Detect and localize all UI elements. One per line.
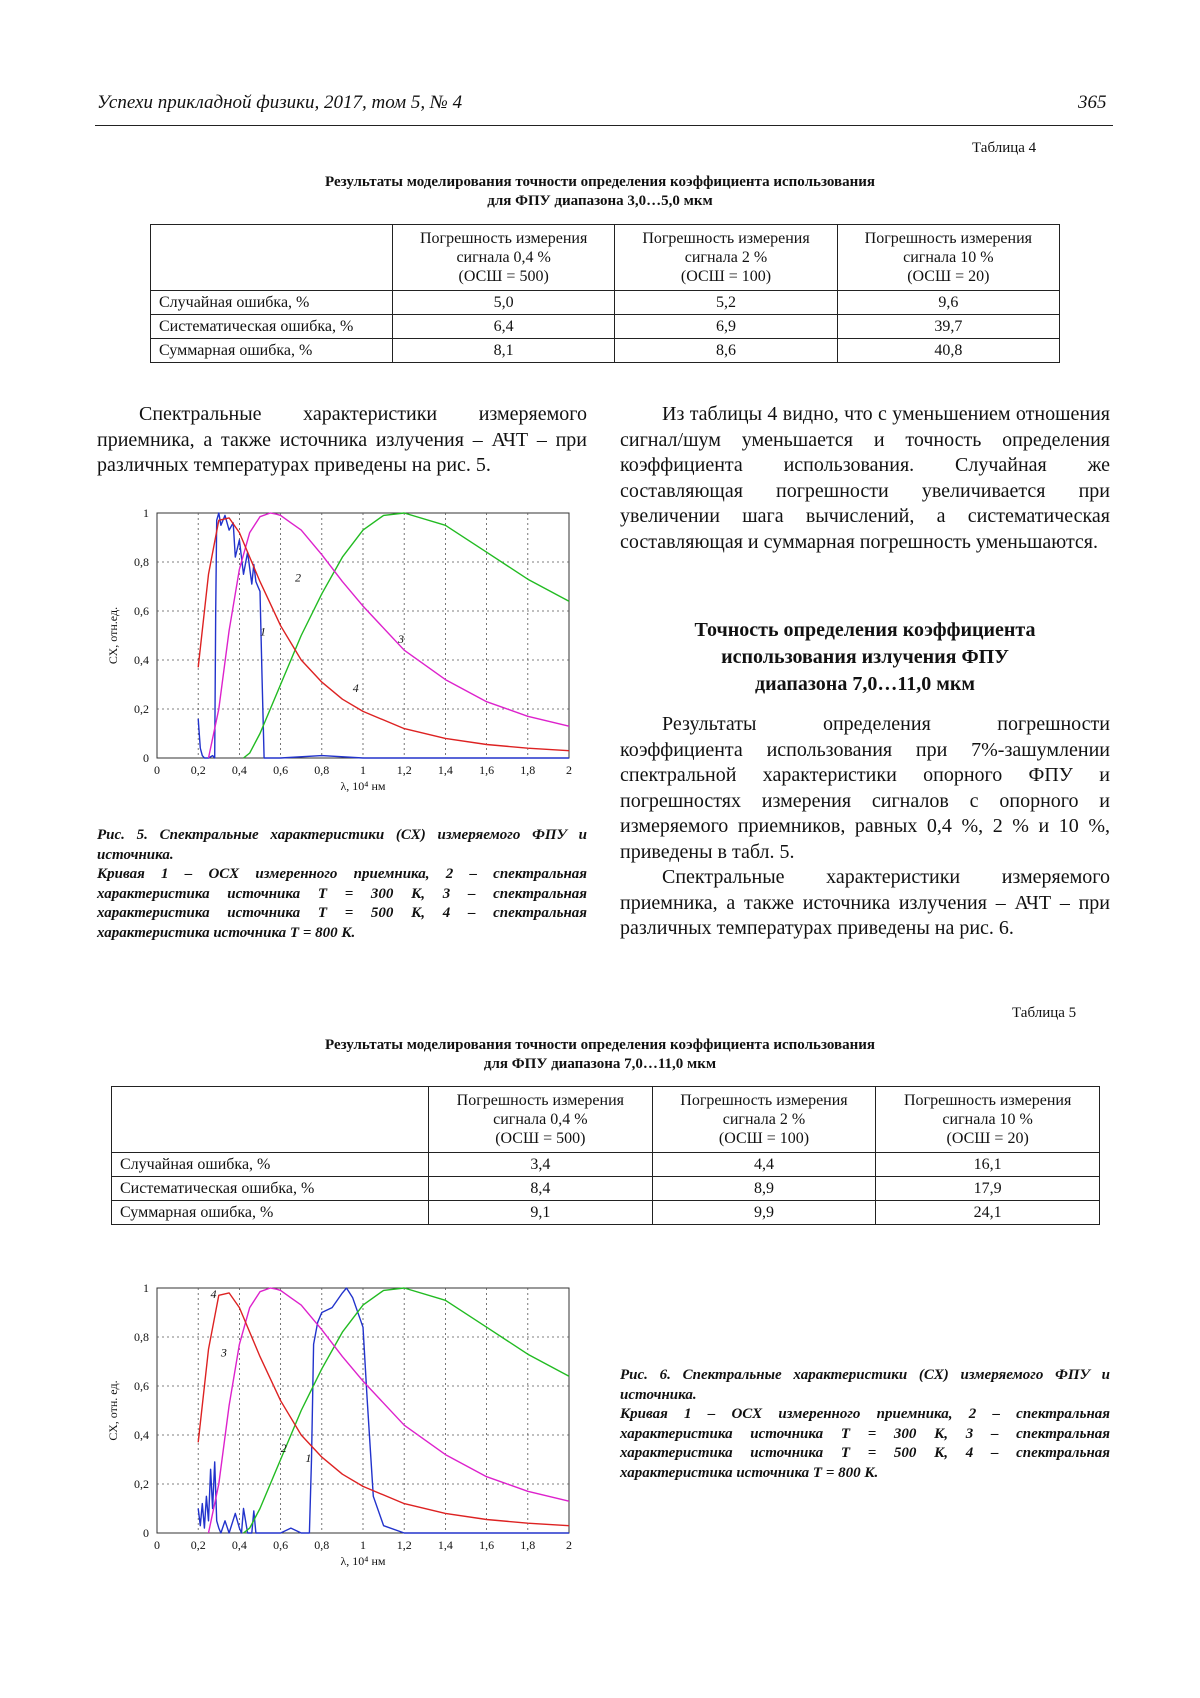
y-axis-label: СХ, отн.ед.: [106, 606, 120, 665]
y-tick-label: 1: [143, 506, 149, 520]
header-rule: [95, 125, 1113, 126]
table5-label: Таблица 5: [1012, 1005, 1077, 1021]
x-axis-label: λ, 10⁴ нм: [340, 779, 386, 793]
fig5-caption: [97, 826, 587, 943]
table-row: [151, 291, 1060, 315]
row-label: Случайная ошибка, %: [151, 291, 393, 315]
table4-col-header: Погрешность измерения сигнала 2 % (ОСШ = 100): [615, 225, 837, 291]
journal-header: Успехи прикладной физики, 2017, том 5, № 4: [97, 92, 463, 113]
table-cell: 17,9: [876, 1177, 1100, 1201]
table5-col-header: Погрешность измерения сигнала 0,4 % (ОСШ = 500): [429, 1087, 653, 1153]
page-number: 365: [1078, 92, 1107, 113]
table-cell: 8,6: [615, 339, 837, 363]
section-heading: [620, 617, 1110, 698]
table-row: [151, 315, 1060, 339]
fig6-caption-title: Рис. 6. Спектральные характеристики (СХ) измеряемого ФПУ и источника.: [620, 1367, 1110, 1403]
table4-title: [150, 173, 1050, 211]
y-tick-label: 0,8: [134, 555, 149, 569]
table4-header-row: [151, 225, 1060, 291]
fig5-caption-body: Кривая 1 – ОСХ измеренного приемника, 2 – спектральная характеристика источника Т = 300 К, 3 – спектральная характеристика источника Т = 500 К, 4 – спектральная характеристика источника Т = 800 К.: [97, 866, 587, 941]
x-tick-label: 0,6: [273, 763, 289, 777]
table5-col-header: Погрешность измерения сигнала 2 % (ОСШ = 100): [652, 1087, 876, 1153]
curve-label-2: 2: [280, 1441, 287, 1456]
curve-label-1: 1: [260, 624, 266, 639]
x-tick-label: 1,6: [479, 1538, 495, 1552]
y-tick-label: 1: [143, 1281, 149, 1295]
table-cell: 24,1: [876, 1201, 1100, 1225]
y-axis-label: СХ, отн. ед.: [106, 1380, 120, 1441]
table5-header-row: [112, 1087, 1100, 1153]
y-tick-label: 0,4: [134, 653, 149, 667]
curve-label-3: 3: [220, 1345, 227, 1360]
table-cell: 5,2: [615, 291, 837, 315]
table4-corner-cell: [151, 225, 393, 291]
table-cell: 9,9: [652, 1201, 876, 1225]
fig5-chart: [97, 505, 587, 805]
curve-label-4: 4: [210, 1286, 217, 1301]
x-tick-label: 1: [360, 763, 366, 777]
x-tick-label: 0,4: [231, 1538, 247, 1552]
table-cell: 5,0: [393, 291, 615, 315]
x-tick-label: 0,2: [190, 1538, 206, 1552]
x-tick-label: 0: [154, 763, 160, 777]
left-paragraph-text: Спектральные характеристики измеряемого приемника, а также источника излучения – АЧТ – при различных температурах приведены на рис. 5.: [97, 403, 587, 476]
table-row: [112, 1201, 1100, 1225]
table-cell: 8,4: [429, 1177, 653, 1201]
table-cell: 9,6: [837, 291, 1059, 315]
table-cell: 6,4: [393, 315, 615, 339]
table-row: [112, 1153, 1100, 1177]
x-tick-label: 1: [360, 1538, 366, 1552]
table-cell: 8,1: [393, 339, 615, 363]
x-tick-label: 1,4: [437, 763, 453, 777]
right-paragraph-1: [620, 402, 1110, 555]
row-label: Суммарная ошибка, %: [112, 1201, 429, 1225]
right-paragraph-2: [620, 712, 1110, 942]
table-cell: 6,9: [615, 315, 837, 339]
x-tick-label: 1,2: [396, 1538, 412, 1552]
table-cell: 3,4: [429, 1153, 653, 1177]
table-row: [151, 339, 1060, 363]
table-row: [112, 1177, 1100, 1201]
table-cell: 39,7: [837, 315, 1059, 339]
right-paragraph-3-text: Спектральные характеристики измеряемого приемника, а также источника излучения – АЧТ – при различных температурах приведены на рис. 6.: [620, 866, 1110, 939]
table4-col-header: Погрешность измерения сигнала 0,4 % (ОСШ = 500): [393, 225, 615, 291]
section-heading-line3: диапазона 7,0…11,0 мкм: [754, 673, 975, 695]
section-heading-line1: Точность определения коэффициента: [694, 619, 1036, 641]
row-label: Систематическая ошибка, %: [112, 1177, 429, 1201]
row-label: Суммарная ошибка, %: [151, 339, 393, 363]
curve-label-2: 2: [295, 570, 302, 585]
table5: [111, 1086, 1100, 1225]
curve-label-1: 1: [305, 1450, 312, 1465]
table4-label: Таблица 4: [972, 140, 1037, 156]
table-cell: 8,9: [652, 1177, 876, 1201]
x-tick-label: 2: [566, 763, 572, 777]
fig6-caption: [620, 1366, 1110, 1483]
y-tick-label: 0,2: [134, 702, 149, 716]
right-paragraph-2-text: Результаты определения погрешности коэффициента использования при 7%-зашумлении спектральной характеристики опорного ФПУ и погрешностях измерения сигналов с опорного и измеряемого приемников, равных 0,4 %, 2 % и 10 %, приведены в табл. 5.: [620, 713, 1110, 863]
table-cell: 40,8: [837, 339, 1059, 363]
table4-col-header: Погрешность измерения сигнала 10 % (ОСШ = 20): [837, 225, 1059, 291]
fig6-caption-body: Кривая 1 – ОСХ измеренного приемника, 2 – спектральная характеристика источника Т = 300 К, 3 – спектральная характеристика источника Т = 500 К, 4 – спектральная характеристика источника Т = 800 К.: [620, 1406, 1110, 1481]
y-tick-label: 0,6: [134, 1379, 149, 1393]
table-cell: 9,1: [429, 1201, 653, 1225]
x-tick-label: 1,2: [396, 763, 412, 777]
table-cell: 4,4: [652, 1153, 876, 1177]
table5-title-line2: для ФПУ диапазона 7,0…11,0 мкм: [483, 1056, 717, 1072]
y-tick-label: 0,6: [134, 604, 149, 618]
x-axis-label: λ, 10⁴ нм: [340, 1554, 386, 1568]
x-tick-label: 1,4: [437, 1538, 453, 1552]
x-tick-label: 0,8: [314, 763, 330, 777]
x-tick-label: 0: [154, 1538, 160, 1552]
y-tick-label: 0: [143, 751, 149, 765]
table4-title-line2: для ФПУ диапазона 3,0…5,0 мкм: [487, 193, 713, 209]
x-tick-label: 0,6: [273, 1538, 289, 1552]
y-tick-label: 0,8: [134, 1330, 149, 1344]
x-tick-label: 0,4: [231, 763, 247, 777]
x-tick-label: 2: [566, 1538, 572, 1552]
curve-label-4: 4: [352, 680, 359, 695]
fig6-chart: [97, 1280, 587, 1580]
table4: [150, 224, 1060, 363]
row-label: Случайная ошибка, %: [112, 1153, 429, 1177]
fig5-caption-title: Рис. 5. Спектральные характеристики (СХ) измеряемого ФПУ и источника.: [97, 827, 587, 863]
row-label: Систематическая ошибка, %: [151, 315, 393, 339]
x-tick-label: 1,6: [479, 763, 495, 777]
curve-label-3: 3: [398, 631, 405, 646]
table5-title: [150, 1036, 1050, 1074]
y-tick-label: 0,4: [134, 1428, 149, 1442]
table5-col-header: Погрешность измерения сигнала 10 % (ОСШ = 20): [876, 1087, 1100, 1153]
table4-title-line1: Результаты моделирования точности определения коэффициента использования: [324, 174, 876, 190]
left-paragraph: [97, 402, 587, 479]
y-tick-label: 0,2: [134, 1477, 149, 1491]
right-paragraph-1-text: Из таблицы 4 видно, что с уменьшением отношения сигнал/шум уменьшается и точность определения коэффициента использования. Случайная же составляющая погрешности увеличивается при увеличении шага вычислений, а систематическая составляющая и суммарная погрешность уменьшаются.: [620, 403, 1110, 553]
table5-corner-cell: [112, 1087, 429, 1153]
table-cell: 16,1: [876, 1153, 1100, 1177]
x-tick-label: 1,8: [520, 1538, 536, 1552]
table5-title-line1: Результаты моделирования точности определения коэффициента использования: [324, 1037, 876, 1053]
x-tick-label: 0,8: [314, 1538, 330, 1552]
section-heading-line2: использования излучения ФПУ: [721, 646, 1009, 668]
x-tick-label: 0,2: [190, 763, 206, 777]
y-tick-label: 0: [143, 1526, 149, 1540]
x-tick-label: 1,8: [520, 763, 536, 777]
